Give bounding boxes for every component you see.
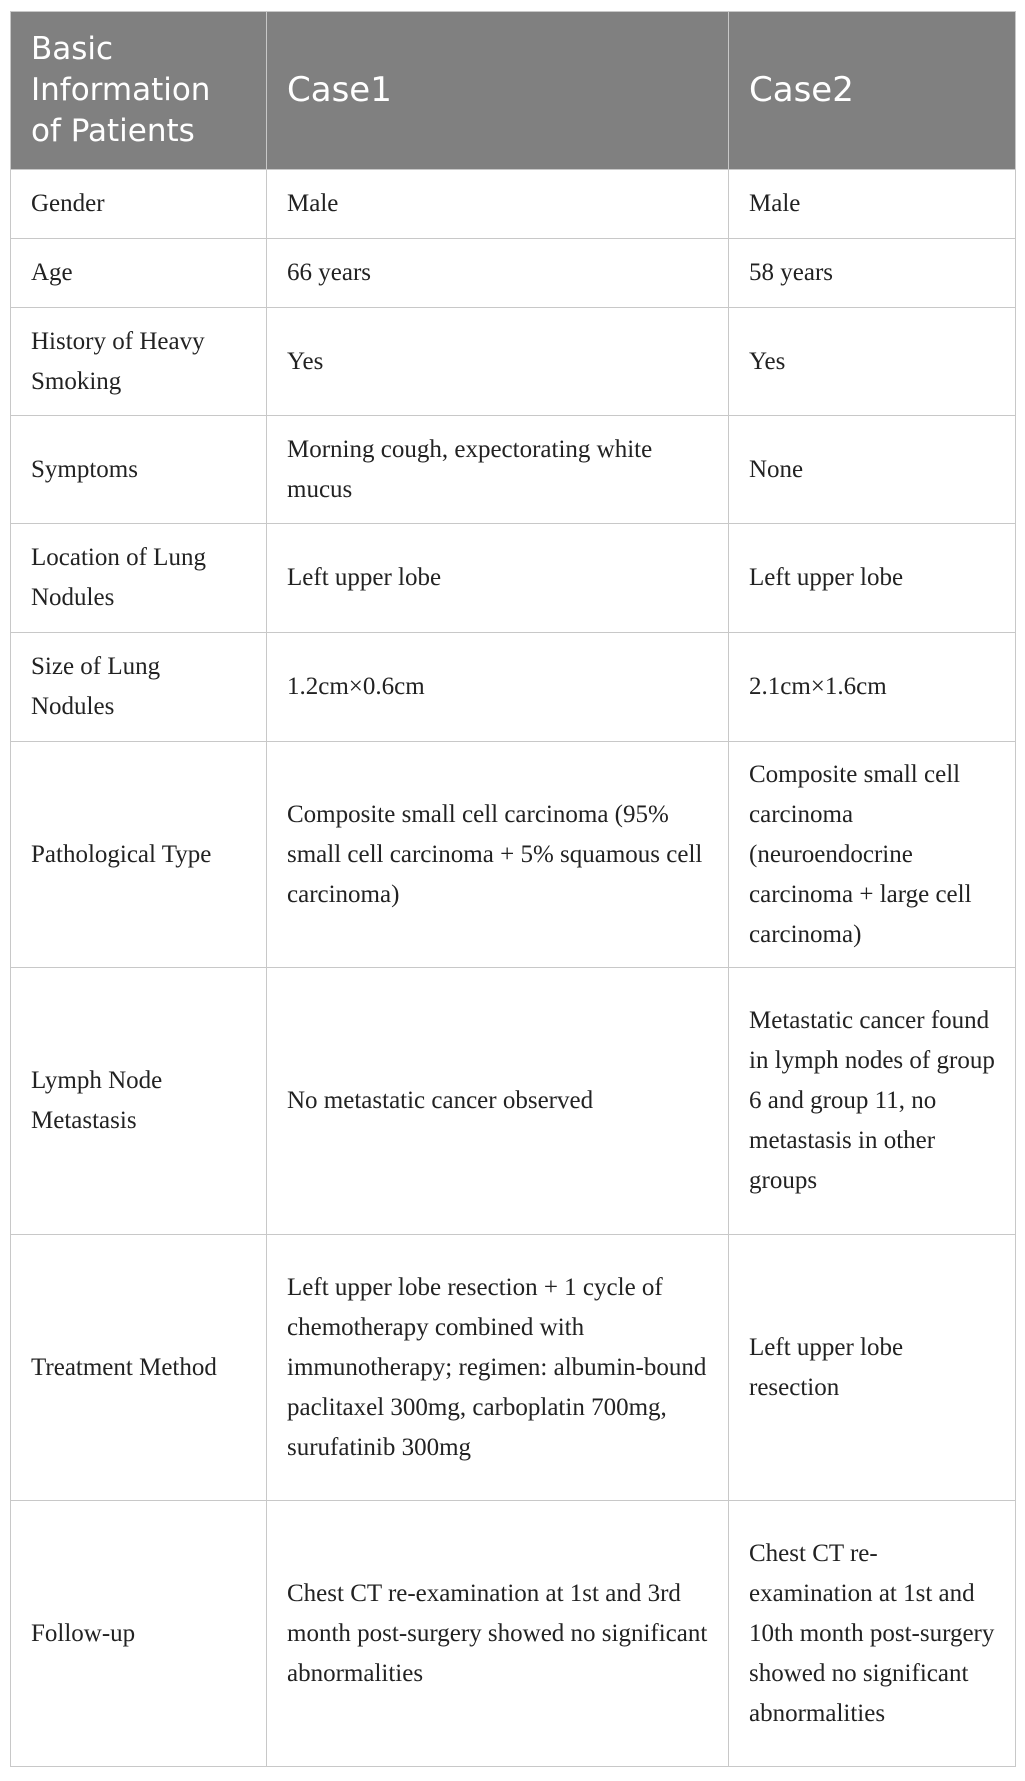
- row-label: History of Heavy Smoking: [11, 308, 267, 416]
- case2-cell: Left upper lobe: [729, 524, 1016, 633]
- row-label: Pathological Type: [11, 742, 267, 968]
- row-label: Age: [11, 239, 267, 308]
- row-label: Size of Lung Nodules: [11, 633, 267, 742]
- case1-cell: Chest CT re-examination at 1st and 3rd month post-surgery showed no significant abnormalities: [267, 1501, 729, 1767]
- case1-cell: No metastatic cancer observed: [267, 968, 729, 1235]
- case1-cell: 66 years: [267, 239, 729, 308]
- case2-cell: 2.1cm×1.6cm: [729, 633, 1016, 742]
- case2-cell: Composite small cell carcinoma (neuroendocrine carcinoma + large cell carcinoma): [729, 742, 1016, 968]
- table-row: [11, 633, 1016, 742]
- table-row: [11, 742, 1016, 968]
- case2-cell: None: [729, 416, 1016, 524]
- table-row: [11, 170, 1016, 239]
- patient-info-table: [10, 11, 1016, 1767]
- header-basic-info: Basic Information of Patients: [11, 12, 267, 170]
- case2-cell: Chest CT re-examination at 1st and 10th month post-surgery showed no significant abnormalities: [729, 1501, 1016, 1767]
- row-label: Location of Lung Nodules: [11, 524, 267, 633]
- case1-cell: Left upper lobe resection + 1 cycle of chemotherapy combined with immunotherapy; regimen: albumin-bound paclitaxel 300mg, carboplatin 700mg, surufatinib 300mg: [267, 1235, 729, 1501]
- case1-cell: Composite small cell carcinoma (95% small cell carcinoma + 5% squamous cell carcinoma): [267, 742, 729, 968]
- table-row: [11, 308, 1016, 416]
- header-row: [11, 12, 1016, 170]
- case1-cell: Male: [267, 170, 729, 239]
- table-row: [11, 968, 1016, 1235]
- header-case2: Case2: [729, 12, 1016, 170]
- row-label: Treatment Method: [11, 1235, 267, 1501]
- case2-cell: Left upper lobe resection: [729, 1235, 1016, 1501]
- case2-cell: Male: [729, 170, 1016, 239]
- table-row: [11, 524, 1016, 633]
- table-row: [11, 1235, 1016, 1501]
- row-label: Lymph Node Metastasis: [11, 968, 267, 1235]
- table-row: [11, 416, 1016, 524]
- case1-cell: Yes: [267, 308, 729, 416]
- case2-cell: Metastatic cancer found in lymph nodes of group 6 and group 11, no metastasis in other groups: [729, 968, 1016, 1235]
- case1-cell: 1.2cm×0.6cm: [267, 633, 729, 742]
- header-case1: Case1: [267, 12, 729, 170]
- row-label: Symptoms: [11, 416, 267, 524]
- row-label: Follow-up: [11, 1501, 267, 1767]
- row-label: Gender: [11, 170, 267, 239]
- case1-cell: Left upper lobe: [267, 524, 729, 633]
- case2-cell: Yes: [729, 308, 1016, 416]
- table-row: [11, 239, 1016, 308]
- table-row: [11, 1501, 1016, 1767]
- case2-cell: 58 years: [729, 239, 1016, 308]
- case1-cell: Morning cough, expectorating white mucus: [267, 416, 729, 524]
